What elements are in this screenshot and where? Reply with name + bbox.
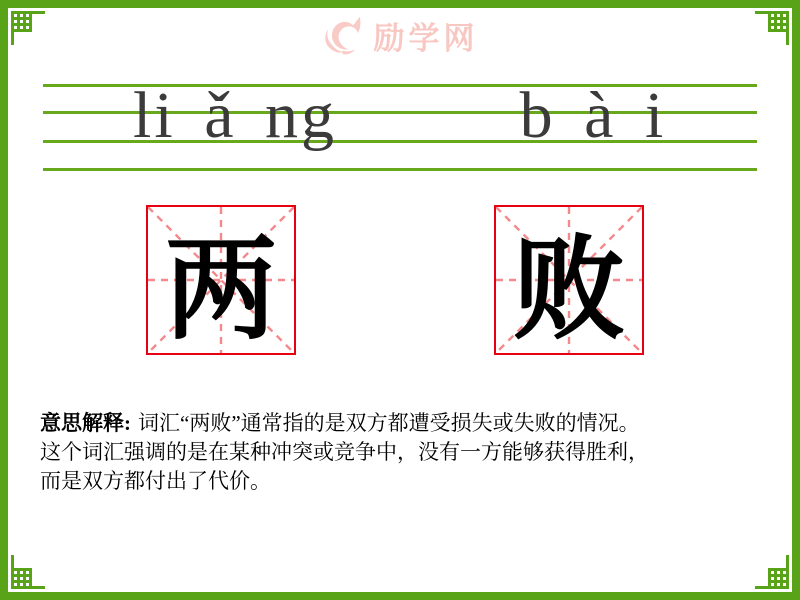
character-bai: 败	[513, 228, 625, 353]
definition-line-1	[40, 409, 770, 438]
corner-fret-ornament-bottom-left	[8, 552, 48, 592]
definition-label: 意思解释:	[40, 411, 131, 435]
corner-fret-ornament-top-right	[752, 8, 792, 48]
character-box-bai	[494, 205, 644, 355]
pinyin-word-liang: li ǎ ng	[133, 79, 337, 152]
definition-line-2: 这个词汇强调的是在某种冲突或竞争中，没有一方能够获得胜利，	[40, 440, 649, 464]
definition-line-1-text: 词汇“两败”通常指的是双方都遭受损失或失败的情况。	[138, 411, 640, 435]
brand-watermark	[322, 12, 479, 58]
definition-text	[40, 409, 770, 496]
character-liang: 两	[165, 228, 277, 353]
brand-name: 励学网	[373, 20, 479, 56]
pinyin-rule-line-4	[43, 168, 757, 171]
definition-line-3: 而是双方都付出了代价。	[40, 469, 271, 493]
corner-fret-ornament-top-left	[8, 8, 48, 48]
pinyin-word-bai: b à i	[519, 79, 667, 152]
corner-fret-ornament-bottom-right	[752, 552, 792, 592]
brand-swirl-icon	[322, 12, 368, 58]
character-box-liang	[146, 205, 296, 355]
